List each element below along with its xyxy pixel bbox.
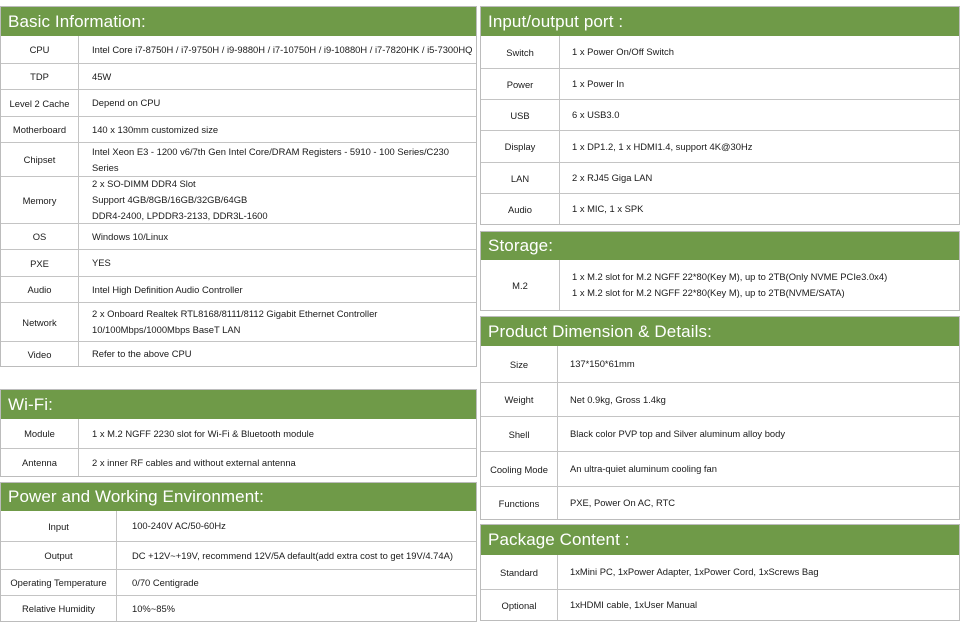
spec-row [1, 511, 476, 541]
spec-label: Motherboard [1, 117, 79, 142]
spec-table [481, 36, 959, 224]
spec-value [560, 36, 959, 68]
spec-value [558, 383, 959, 416]
spec-value [79, 342, 476, 366]
spec-label: Module [1, 419, 79, 448]
spec-row [481, 36, 959, 68]
spec-value [79, 36, 476, 63]
spec-row [481, 382, 959, 416]
spec-value-line: Depend on CPU [92, 97, 161, 108]
spec-label: USB [481, 100, 560, 130]
spec-row [1, 89, 476, 116]
section-title: Product Dimension & Details: [481, 317, 959, 346]
spec-value [560, 163, 959, 193]
spec-value [560, 260, 959, 310]
spec-value-line: Windows 10/Linux [92, 230, 169, 242]
spec-label: Optional [481, 590, 558, 620]
spec-label: Memory [1, 177, 79, 223]
spec-label: Chipset [1, 143, 79, 176]
spec-label: Weight [481, 383, 558, 416]
spec-value-line: 1 x MIC, 1 x SPK [572, 203, 644, 214]
spec-value [558, 346, 959, 382]
spec-label: Network [1, 303, 79, 341]
spec-value-line: 1 x M.2 NGFF 2230 slot for Wi-Fi & Bluetooth module [92, 427, 314, 439]
spec-value-line: 1 x M.2 slot for M.2 NGFF 22*80(Key M), up to 2TB(NVME/SATA) [572, 287, 845, 298]
spec-value [558, 487, 959, 519]
spec-value-line: 1xMini PC, 1xPower Adapter, 1xPower Cord, 1xScrews Bag [570, 566, 819, 577]
spec-row [481, 416, 959, 451]
spec-value-line: 0/70 Centigrade [132, 576, 199, 588]
spec-label: Display [481, 131, 560, 162]
spec-row [1, 116, 476, 142]
spec-value [117, 596, 476, 621]
spec-row [1, 249, 476, 276]
spec-value-line: Intel Core i7-8750H / i7-9750H / i9-9880H / i7-10750H / i9-10880H / i7-7820HK / i5-7300HQ [92, 43, 473, 55]
spec-row [1, 302, 476, 341]
spec-table [1, 419, 476, 476]
spec-value-line: 2 x RJ45 Giga LAN [572, 172, 653, 183]
spec-label: OS [1, 224, 79, 249]
spec-value [560, 194, 959, 224]
spec-value [558, 555, 959, 589]
spec-value [117, 511, 476, 541]
spec-value [560, 69, 959, 99]
spec-row [481, 260, 959, 310]
spec-label: Audio [1, 277, 79, 302]
spec-value [79, 90, 476, 116]
spec-value-line: 6 x USB3.0 [572, 109, 620, 120]
spec-value [79, 250, 476, 276]
section-title: Power and Working Environment: [1, 483, 476, 511]
spec-label: Level 2 Cache [1, 90, 79, 116]
spec-label: Switch [481, 36, 560, 68]
spec-value-line: 137*150*61mm [570, 358, 635, 369]
spec-table [1, 511, 476, 621]
spec-label: CPU [1, 36, 79, 63]
spec-row [1, 569, 476, 595]
spec-label: Relative Humidity [1, 596, 117, 621]
spec-value [79, 117, 476, 142]
spec-value-line: Intel High Definition Audio Controller [92, 283, 243, 295]
basic-information-section [0, 6, 477, 367]
spec-value-line: An ultra-quiet aluminum cooling fan [570, 463, 717, 474]
wifi-section [0, 389, 477, 477]
spec-row [481, 555, 959, 589]
spec-value [79, 303, 476, 341]
section-title: Wi-Fi: [1, 390, 476, 419]
spec-row [1, 341, 476, 366]
spec-value-line: 2 x SO-DIMM DDR4 Slot [92, 178, 196, 189]
spec-value-line: 2 x Onboard Realtek RTL8168/8111/8112 Gigabit Ethernet Controller [92, 308, 378, 319]
spec-value [558, 417, 959, 451]
spec-value [560, 131, 959, 162]
spec-row [481, 451, 959, 486]
spec-label: Operating Temperature [1, 570, 117, 595]
spec-label: Cooling Mode [481, 452, 558, 486]
spec-value-line: DC +12V~+19V, recommend 12V/5A default(add extra cost to get 19V/4.74A) [132, 549, 453, 561]
spec-value [117, 542, 476, 569]
spec-value-line: DDR4-2400, LPDDR3-2133, DDR3L-1600 [92, 210, 268, 221]
spec-row [481, 589, 959, 620]
spec-value [79, 224, 476, 249]
spec-label: Audio [481, 194, 560, 224]
spec-row [1, 448, 476, 476]
spec-row [1, 36, 476, 63]
spec-row [1, 419, 476, 448]
input-output-section [480, 6, 960, 225]
spec-label: TDP [1, 64, 79, 89]
section-title: Package Content : [481, 525, 959, 555]
spec-value-line: Refer to the above CPU [92, 348, 192, 359]
spec-value [558, 452, 959, 486]
spec-table [481, 346, 959, 519]
spec-value [79, 177, 476, 223]
spec-table [1, 36, 476, 366]
spec-value-line: 1 x M.2 slot for M.2 NGFF 22*80(Key M), up to 2TB(Only NVME PCIe3.0x4) [572, 271, 888, 282]
spec-row [481, 486, 959, 519]
spec-value-line: 10%~85% [132, 602, 176, 614]
spec-value [79, 143, 476, 176]
spec-value-line: 1xHDMI cable, 1xUser Manual [570, 599, 698, 610]
product-dimension-section [480, 316, 960, 520]
package-content-section [480, 524, 960, 621]
spec-row [1, 223, 476, 249]
spec-table [481, 555, 959, 620]
spec-value-line: Support 4GB/8GB/16GB/32GB/64GB [92, 194, 248, 205]
spec-label: M.2 [481, 260, 560, 310]
spec-row [1, 142, 476, 176]
spec-value-line: 1 x Power On/Off Switch [572, 46, 674, 57]
spec-row [481, 130, 959, 162]
spec-value [79, 64, 476, 89]
spec-row [481, 162, 959, 193]
spec-row [1, 63, 476, 89]
spec-row [1, 541, 476, 569]
spec-value-line: 140 x 130mm customized size [92, 123, 219, 135]
spec-value-line: YES [92, 257, 111, 268]
spec-label: Power [481, 69, 560, 99]
spec-value [560, 100, 959, 130]
spec-row [481, 99, 959, 130]
spec-row [1, 176, 476, 223]
spec-row [481, 346, 959, 382]
spec-row [1, 276, 476, 302]
spec-value-line: 2 x inner RF cables and without external antenna [92, 456, 296, 468]
spec-table [481, 260, 959, 310]
spec-label: Input [1, 511, 117, 541]
spec-value-line: 1 x DP1.2, 1 x HDMI1.4, support 4K@30Hz [572, 140, 753, 152]
spec-label: Video [1, 342, 79, 366]
spec-row [1, 595, 476, 621]
spec-value-line: 45W [92, 70, 112, 82]
spec-value-line: 10/100Mbps/1000Mbps BaseT LAN [92, 324, 241, 335]
section-title: Basic Information: [1, 7, 476, 36]
spec-label: PXE [1, 250, 79, 276]
storage-section [480, 231, 960, 311]
spec-label: LAN [481, 163, 560, 193]
spec-value [79, 419, 476, 448]
power-environment-section [0, 482, 477, 622]
section-title: Storage: [481, 232, 959, 260]
spec-value-line: Intel Xeon E3 - 1200 v6/7th Gen Intel Core/DRAM Registers - 5910 - 100 Series/C230 [92, 145, 449, 157]
spec-row [481, 193, 959, 224]
spec-value-line: 1 x Power In [572, 78, 625, 89]
spec-label: Antenna [1, 449, 79, 476]
spec-row [481, 68, 959, 99]
spec-value-line: Net 0.9kg, Gross 1.4kg [570, 393, 666, 405]
spec-value [558, 590, 959, 620]
spec-value-line: Series [92, 161, 119, 173]
spec-value-line: 100-240V AC/50-60Hz [132, 520, 226, 531]
spec-value-line: Black color PVP top and Silver aluminum alloy body [570, 428, 786, 439]
spec-label: Shell [481, 417, 558, 451]
spec-label: Output [1, 542, 117, 569]
spec-value [79, 277, 476, 302]
spec-label: Standard [481, 555, 558, 589]
spec-label: Size [481, 346, 558, 382]
section-title: Input/output port : [481, 7, 959, 36]
spec-label: Functions [481, 487, 558, 519]
spec-value-line: PXE, Power On AC, RTC [570, 497, 676, 508]
spec-value [117, 570, 476, 595]
spec-value [79, 449, 476, 476]
